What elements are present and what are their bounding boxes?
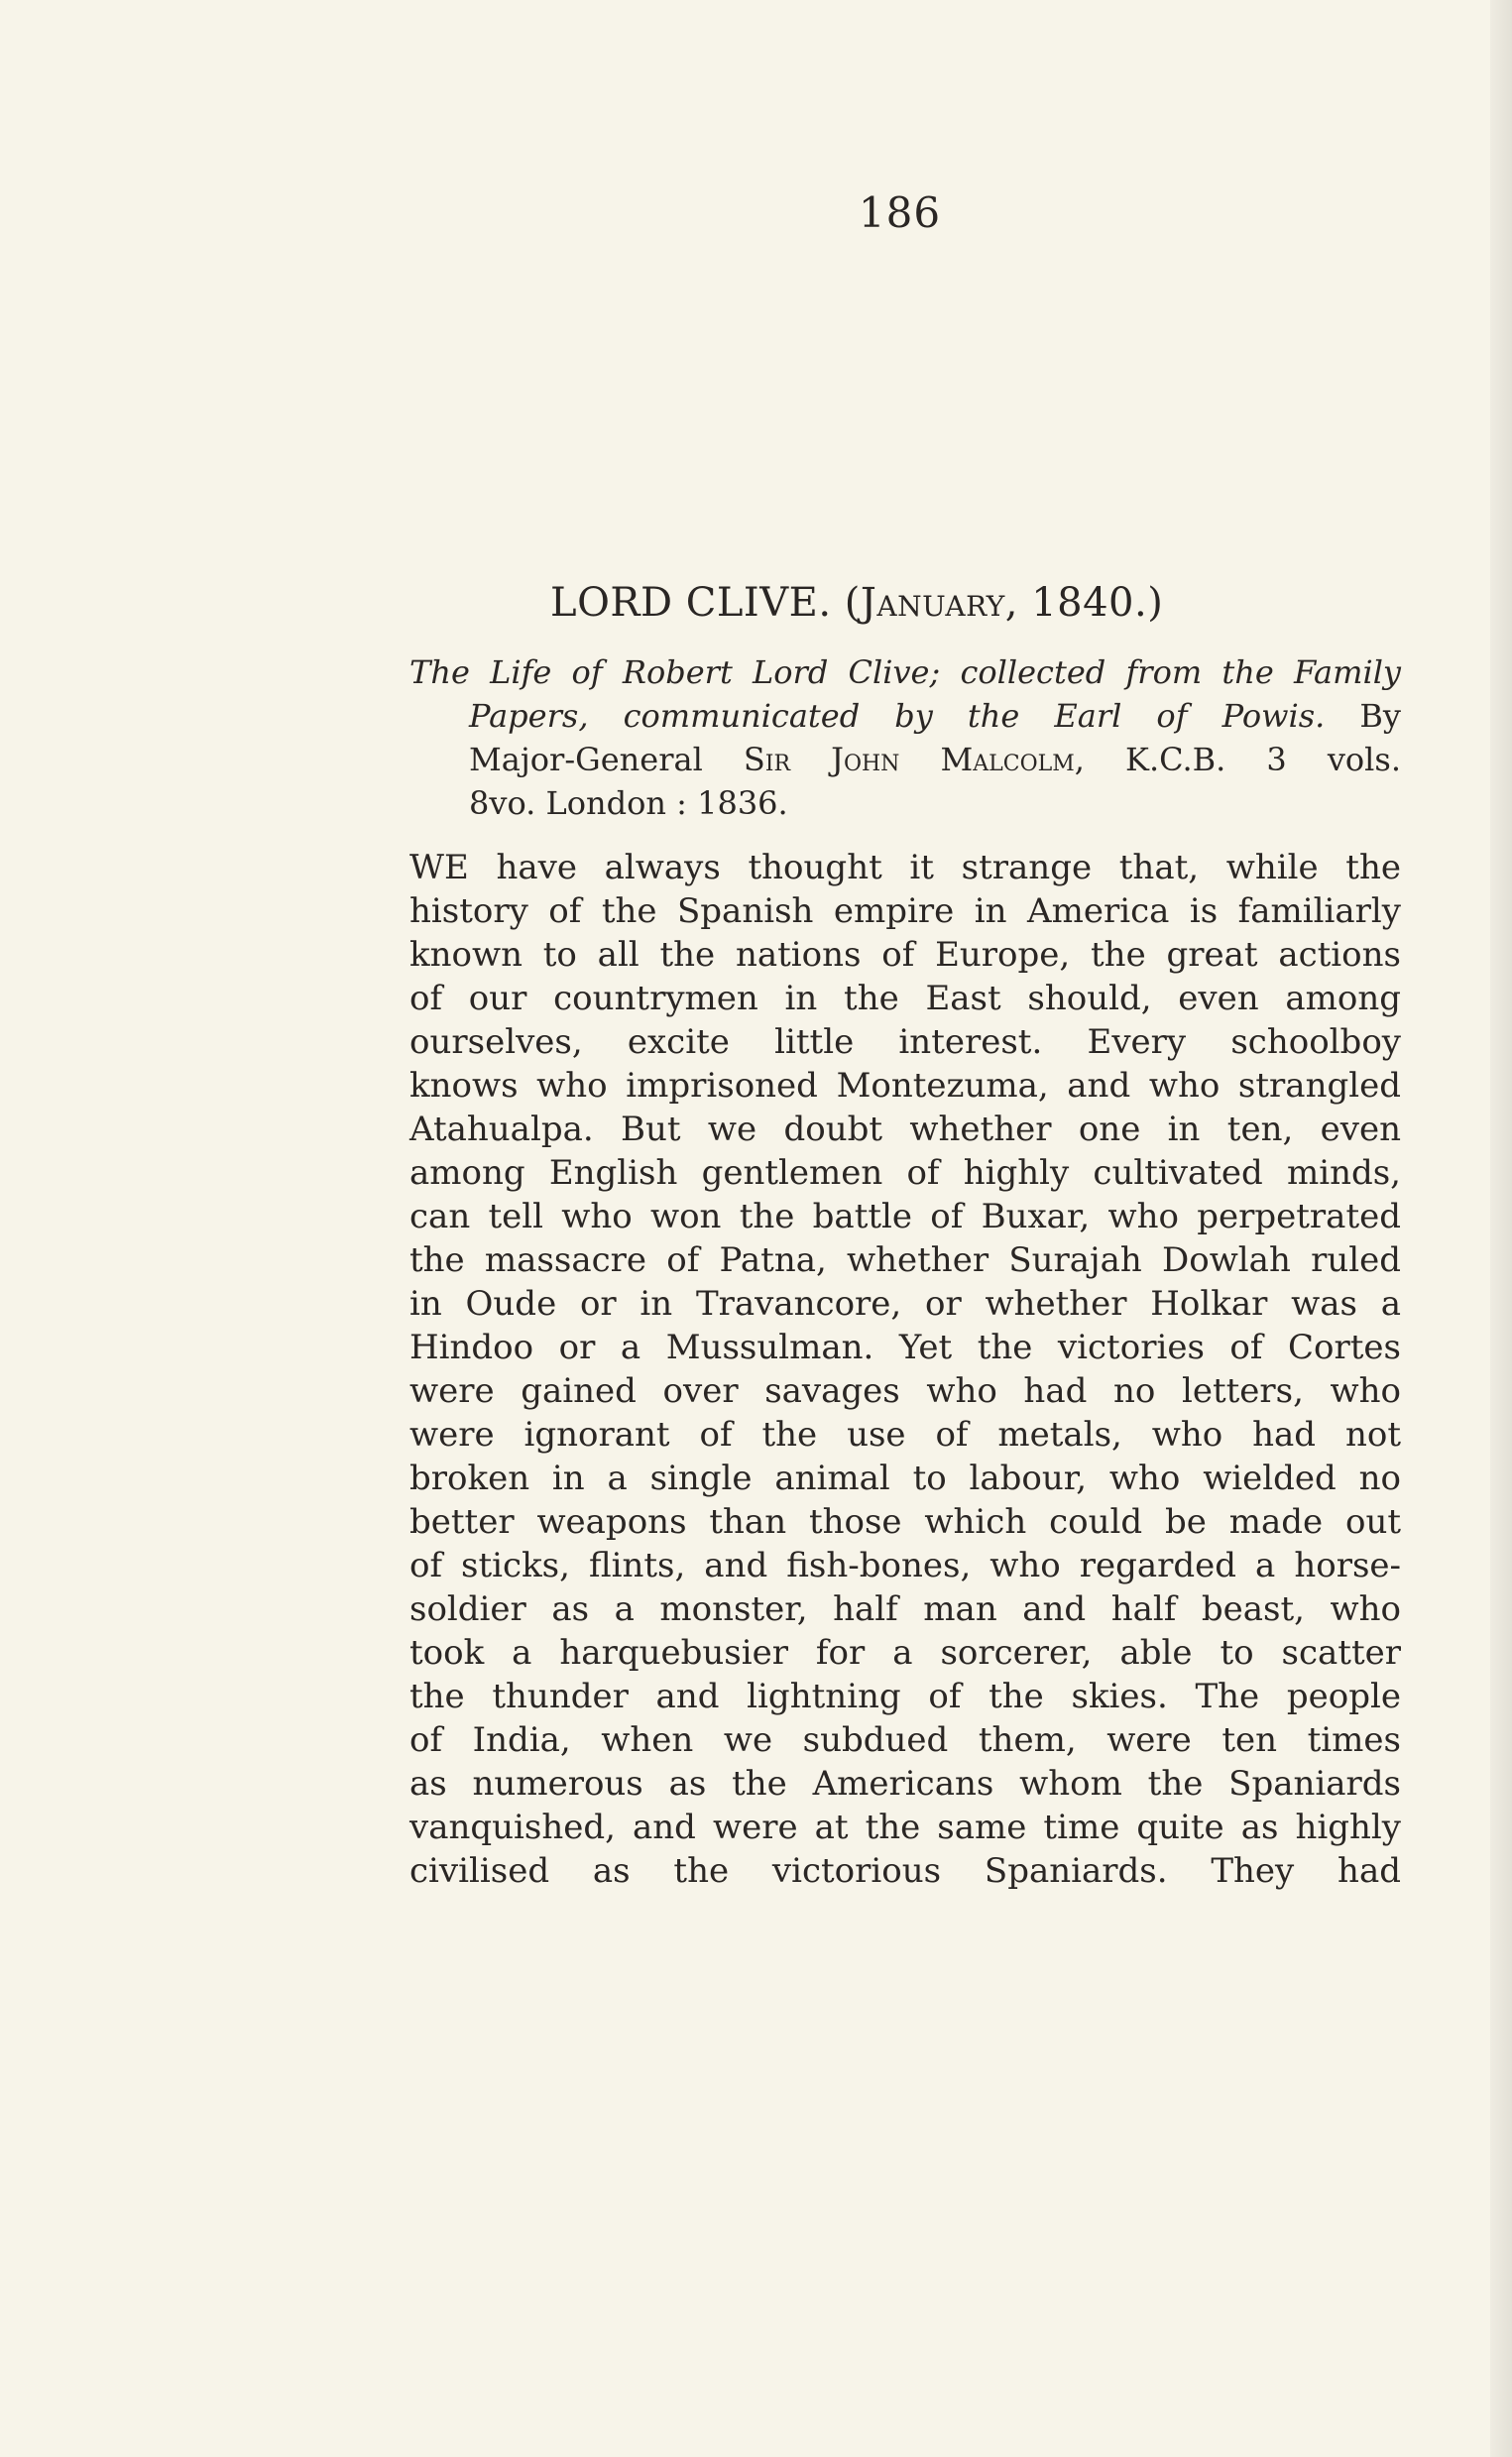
body-line: Atahualpa. But we doubt whether one in ten, even <box>409 1110 1401 1149</box>
body-line: were ignorant of the use of metals, who had not <box>409 1415 1401 1455</box>
body-line: better weapons than those which could be made out <box>409 1502 1401 1542</box>
body-line: Hindoo or a Mussulman. Yet the victories of Cortes <box>409 1328 1401 1367</box>
article-title <box>550 580 1163 626</box>
body-line: the thunder and lightning of the skies. The people <box>409 1677 1401 1716</box>
body-line: of sticks, flints, and fish-bones, who regarded a horse- <box>409 1546 1401 1585</box>
body-line: of India, when we subdued them, were ten times <box>409 1720 1401 1760</box>
body-line: WE have always thought it strange that, while the <box>409 848 1401 887</box>
body-line: vanquished, and were at the same time quite as highly <box>409 1808 1401 1847</box>
bibliography-run: By <box>1325 697 1401 735</box>
body-line: among English gentlemen of highly cultivated minds, <box>409 1153 1401 1193</box>
body-line: soldier as a monster, half man and half beast, who <box>409 1589 1401 1629</box>
page-number: 186 <box>858 188 942 237</box>
article-body <box>409 846 1401 1893</box>
body-line: broken in a single animal to labour, who wielded no <box>409 1459 1401 1498</box>
bibliography-run: The Life of Robert Lord Clive; collected from the Family <box>409 653 1401 691</box>
body-line: were gained over savages who had no letters, who <box>409 1371 1401 1411</box>
bibliography <box>409 650 1401 825</box>
body-line: of our countrymen in the East should, even among <box>409 979 1401 1018</box>
article-title-main: LORD CLIVE. <box>550 580 832 626</box>
bibliography-run: 8vo. London : 1836. <box>469 784 788 822</box>
body-line: as numerous as the Americans whom the Spaniards <box>409 1764 1401 1804</box>
bibliography-run: Papers, communicated by the Earl of Powis. <box>469 697 1326 735</box>
bibliography-run: Sir John Malcolm <box>743 741 1075 778</box>
bibliography-line <box>469 694 1401 738</box>
bibliography-line <box>409 650 1401 694</box>
body-line: took a harquebusier for a sorcerer, able to scatter <box>409 1633 1401 1673</box>
body-line: the massacre of Patna, whether Surajah Dowlah ruled <box>409 1240 1401 1280</box>
bibliography-line <box>469 738 1401 781</box>
body-line: history of the Spanish empire in America is familiarly <box>409 891 1401 931</box>
body-line: can tell who won the battle of Buxar, who perpetrated <box>409 1197 1401 1236</box>
article-title-date: (January, 1840.) <box>844 580 1164 626</box>
bibliography-run: Major-General <box>469 741 744 778</box>
bibliography-run: , K.C.B. 3 vols. <box>1074 741 1401 778</box>
body-line: ourselves, excite little interest. Every schoolboy <box>409 1022 1401 1062</box>
bibliography-line <box>469 781 1401 825</box>
body-line: in Oude or in Travancore, or whether Holkar was a <box>409 1284 1401 1324</box>
body-line: knows who imprisoned Montezuma, and who strangled <box>409 1066 1401 1106</box>
body-line: known to all the nations of Europe, the great actions <box>409 935 1401 975</box>
page-edge <box>1490 0 1512 2457</box>
body-line: civilised as the victorious Spaniards. They had <box>409 1851 1401 1891</box>
